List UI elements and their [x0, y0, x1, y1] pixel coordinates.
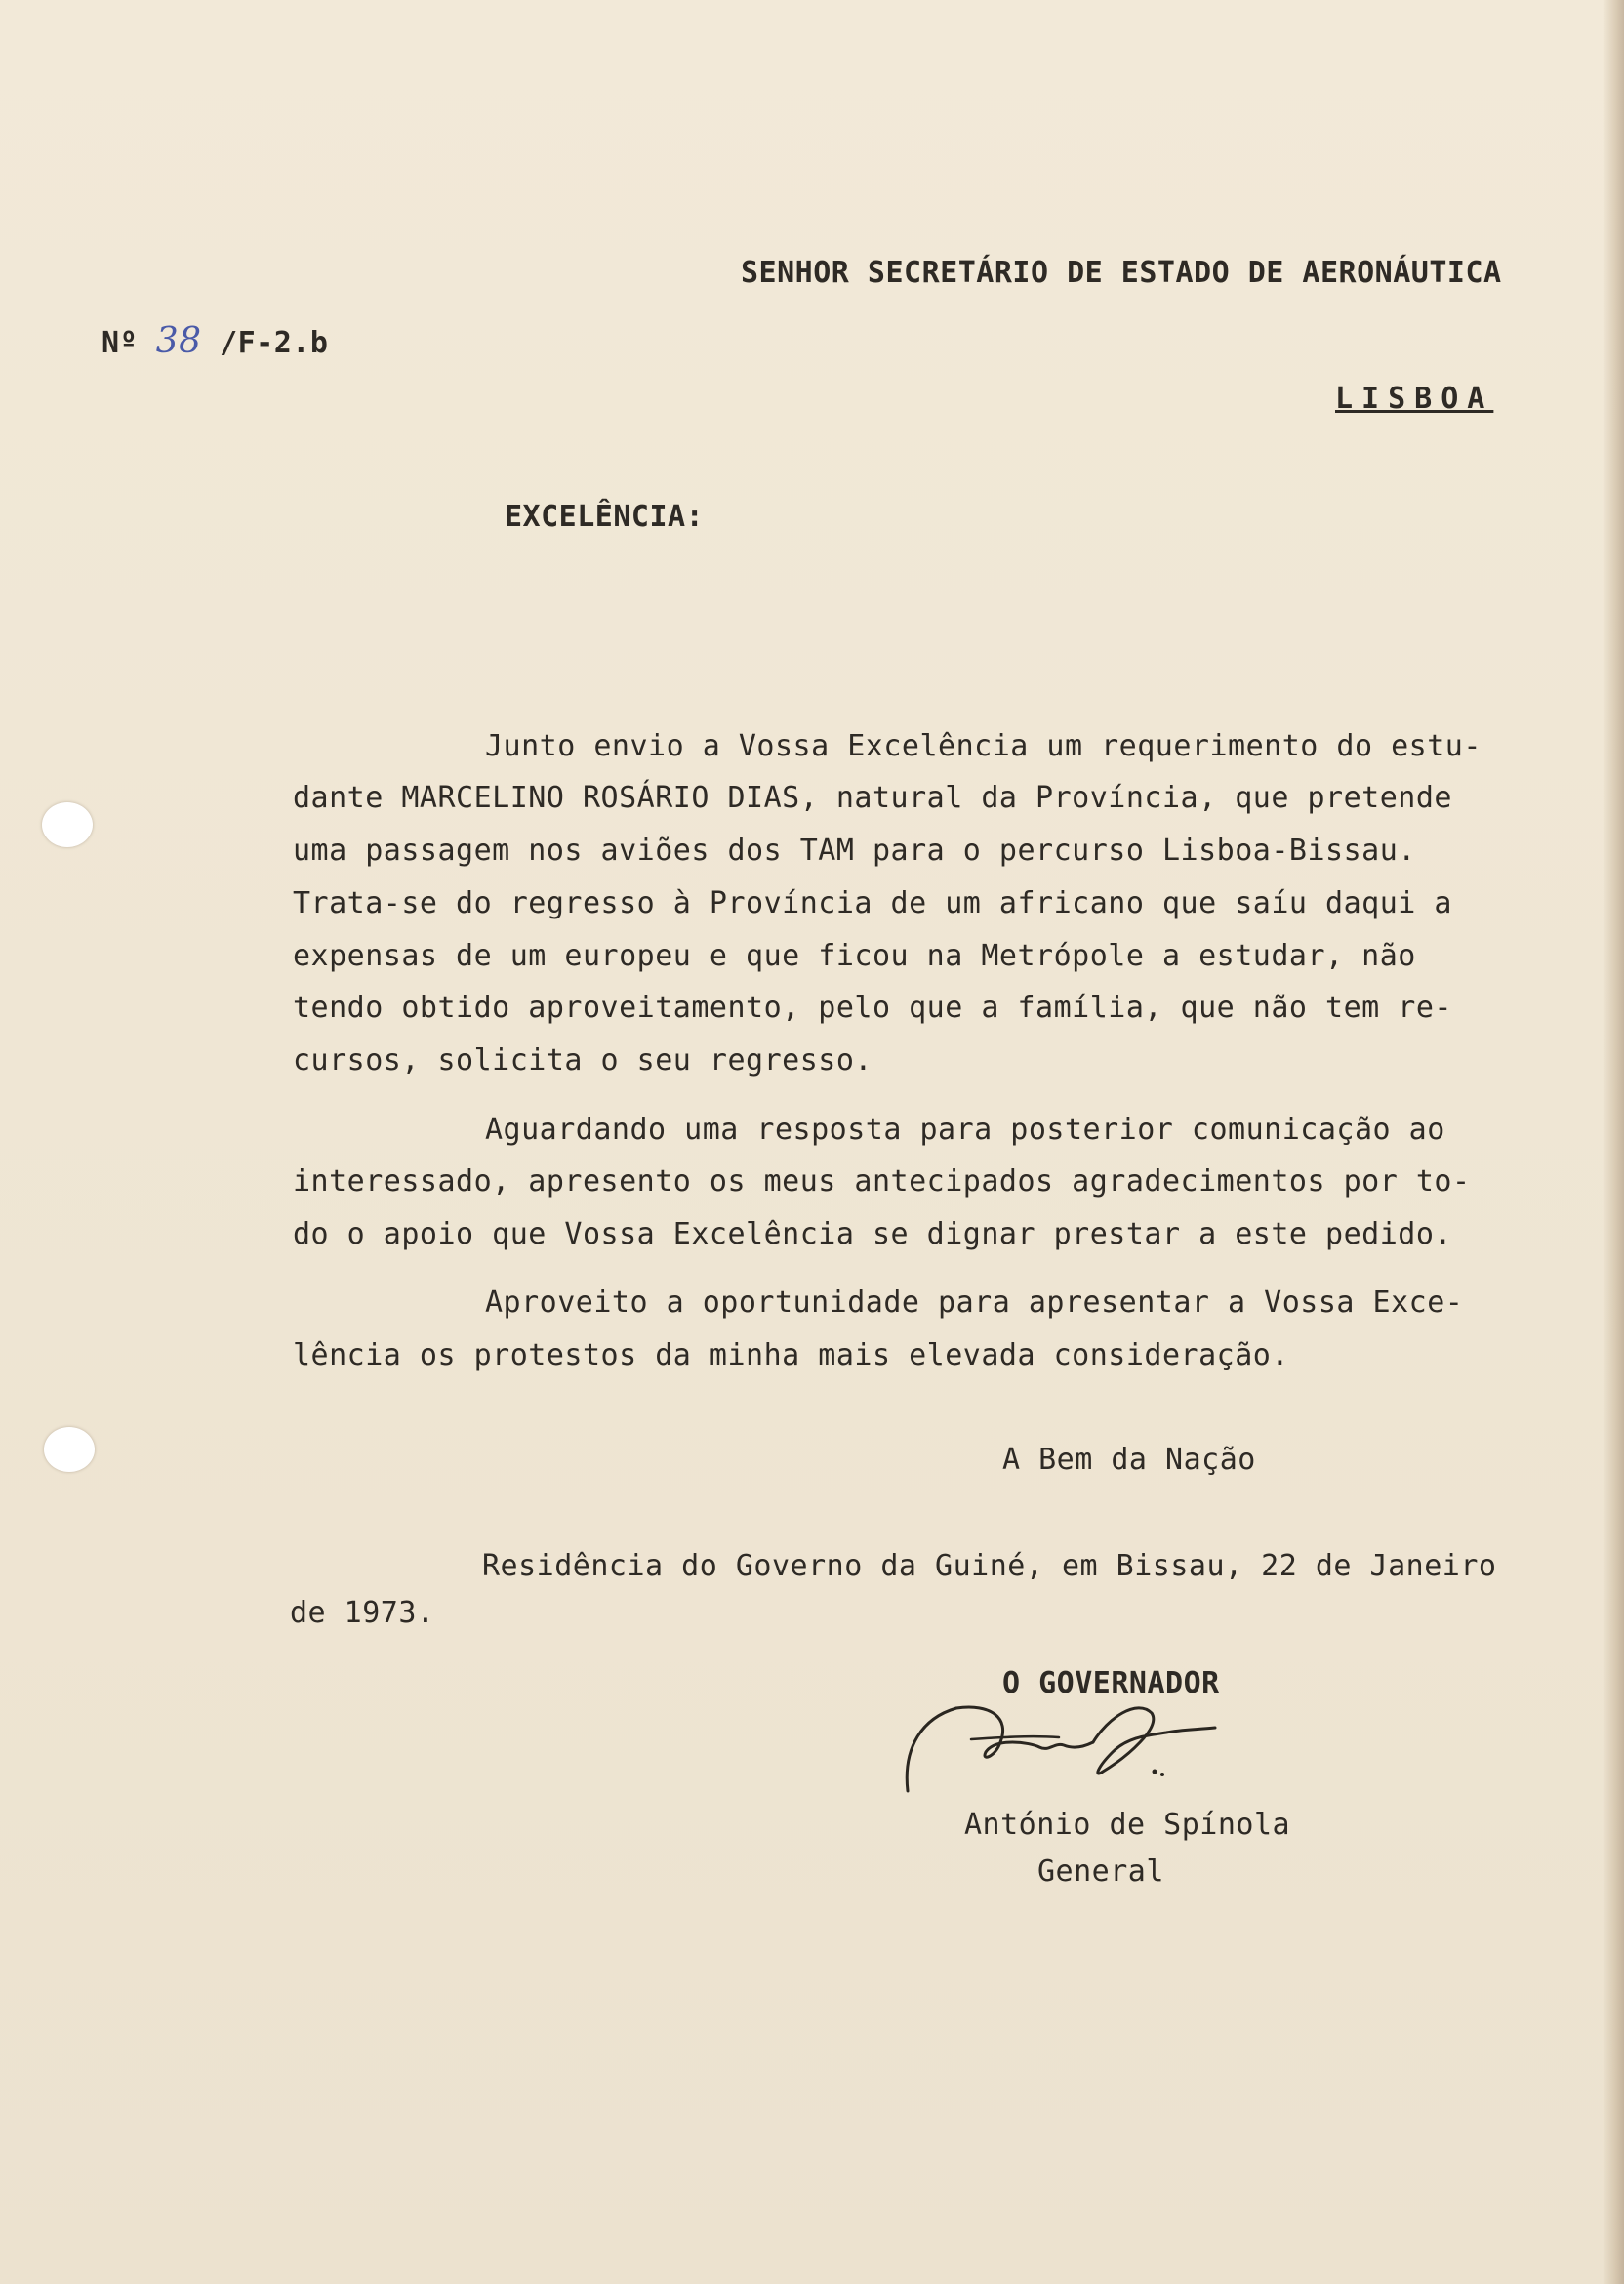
signer-name: António de Spínola [964, 1808, 1291, 1842]
signature-title: O GOVERNADOR [1002, 1666, 1220, 1700]
body-line: do o apoio que Vossa Excelência se dignar prestar a este pedido. [293, 1217, 1452, 1251]
ref-prefix: Nº [102, 326, 139, 360]
body-line: Junto envio a Vossa Excelência um requerimento do estu- [485, 729, 1482, 763]
recipient-city: LISBOA [1335, 382, 1494, 416]
punch-hole-bottom [44, 1427, 95, 1472]
body-line: uma passagem nos aviões dos TAM para o percurso Lisboa-Bissau. [293, 834, 1416, 868]
recipient-line: SENHOR SECRETÁRIO DE ESTADO DE AERONÁUTICA [741, 256, 1502, 290]
ref-number-handwritten: 38 [155, 321, 202, 361]
reference-number [102, 321, 329, 361]
body-line: Aproveito a oportunidade para apresentar a Vossa Exce- [485, 1285, 1464, 1320]
body-line: tendo obtido aproveitamento, pelo que a família, que não tem re- [293, 991, 1452, 1025]
body-line: cursos, solicita o seu regresso. [293, 1043, 873, 1078]
body-line: Trata-se do regresso à Província de um africano que saíu daqui a [293, 886, 1452, 920]
body-line: dante MARCELINO ROSÁRIO DIAS, natural da Província, que pretende [293, 781, 1452, 815]
salutation: EXCELÊNCIA: [505, 500, 705, 534]
signature-image [903, 1698, 1254, 1806]
punch-hole-top [42, 802, 93, 847]
signer-rank: General [1037, 1855, 1164, 1889]
body-line: expensas de um europeu e que ficou na Metrópole a estudar, não [293, 939, 1416, 973]
date-line: de 1973. [290, 1596, 435, 1630]
ref-suffix: /F-2.b [220, 326, 329, 360]
body-line: interessado, apresento os meus antecipados agradecimentos por to- [293, 1164, 1471, 1199]
body-line: Aguardando uma resposta para posterior comunicação ao [485, 1113, 1445, 1147]
page-edge-shadow [1603, 0, 1624, 2284]
closing-formula: A Bem da Nação [1002, 1443, 1256, 1477]
body-line: lência os protestos da minha mais elevada consideração. [293, 1338, 1289, 1372]
date-line: Residência do Governo da Guiné, em Bissau, 22 de Janeiro [482, 1549, 1497, 1583]
